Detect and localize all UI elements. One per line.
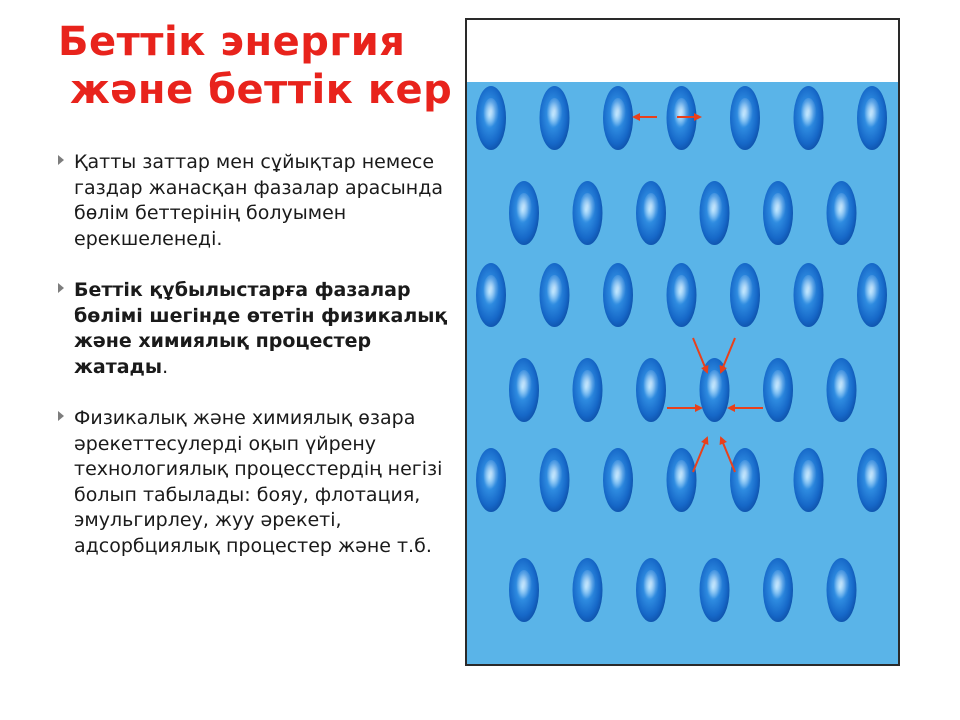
bullet-text: Беттік құбылыстарға фазалар бөлімі шегінде өтетін физикалық және химиялық процестер жатады	[74, 279, 448, 378]
bullet-arrow-icon	[58, 283, 64, 293]
molecule	[857, 448, 887, 512]
molecule	[540, 86, 570, 150]
bullet-text: Физикалық және химиялық өзара әрекеттесулерді оқып үйрену технологиялық процесстердің негізі болып табылады: бояу, флотация, эмульгирлеу, жуу әрекеті, адсорбциялық процестер және т.б.	[74, 407, 443, 557]
molecule	[730, 86, 760, 150]
molecule	[700, 358, 730, 422]
bullet-arrow-icon	[58, 155, 64, 165]
molecule	[794, 263, 824, 327]
molecule	[509, 181, 539, 245]
molecule	[667, 263, 697, 327]
molecule	[730, 263, 760, 327]
molecule	[763, 181, 793, 245]
molecule	[603, 263, 633, 327]
molecule	[476, 448, 506, 512]
molecule	[636, 558, 666, 622]
diagram-svg	[467, 20, 898, 664]
molecule	[509, 358, 539, 422]
molecule	[794, 448, 824, 512]
molecule	[857, 86, 887, 150]
bullet-text: Қатты заттар мен сұйықтар немесе газдар жанасқан фазалар арасында бөлім беттерінің болуымен ерекшеленеді.	[74, 151, 443, 250]
bullet-item-1	[58, 150, 458, 252]
molecule	[700, 181, 730, 245]
air-layer	[467, 20, 898, 82]
molecule	[700, 558, 730, 622]
molecule	[540, 263, 570, 327]
molecule	[573, 558, 603, 622]
molecule	[636, 358, 666, 422]
title-line-1: Беттік энергия	[58, 19, 406, 65]
molecule	[540, 448, 570, 512]
molecule	[573, 358, 603, 422]
bullet-suffix: .	[162, 355, 169, 378]
molecule	[827, 181, 857, 245]
molecule	[509, 558, 539, 622]
bullet-arrow-icon	[58, 411, 64, 421]
title-line-2: және беттік кер	[70, 67, 453, 113]
molecule	[857, 263, 887, 327]
molecule	[603, 448, 633, 512]
molecule	[476, 263, 506, 327]
molecule-diagram	[465, 18, 900, 666]
bullet-item-3	[58, 406, 458, 559]
bullet-list	[58, 150, 458, 585]
slide-title	[58, 18, 478, 114]
molecule	[730, 448, 760, 512]
molecule	[603, 86, 633, 150]
molecule	[476, 86, 506, 150]
molecule	[794, 86, 824, 150]
molecule	[667, 448, 697, 512]
molecule	[573, 181, 603, 245]
molecule	[827, 358, 857, 422]
molecule	[827, 558, 857, 622]
molecule	[636, 181, 666, 245]
molecule	[763, 358, 793, 422]
bullet-item-2	[58, 278, 458, 380]
molecule	[763, 558, 793, 622]
